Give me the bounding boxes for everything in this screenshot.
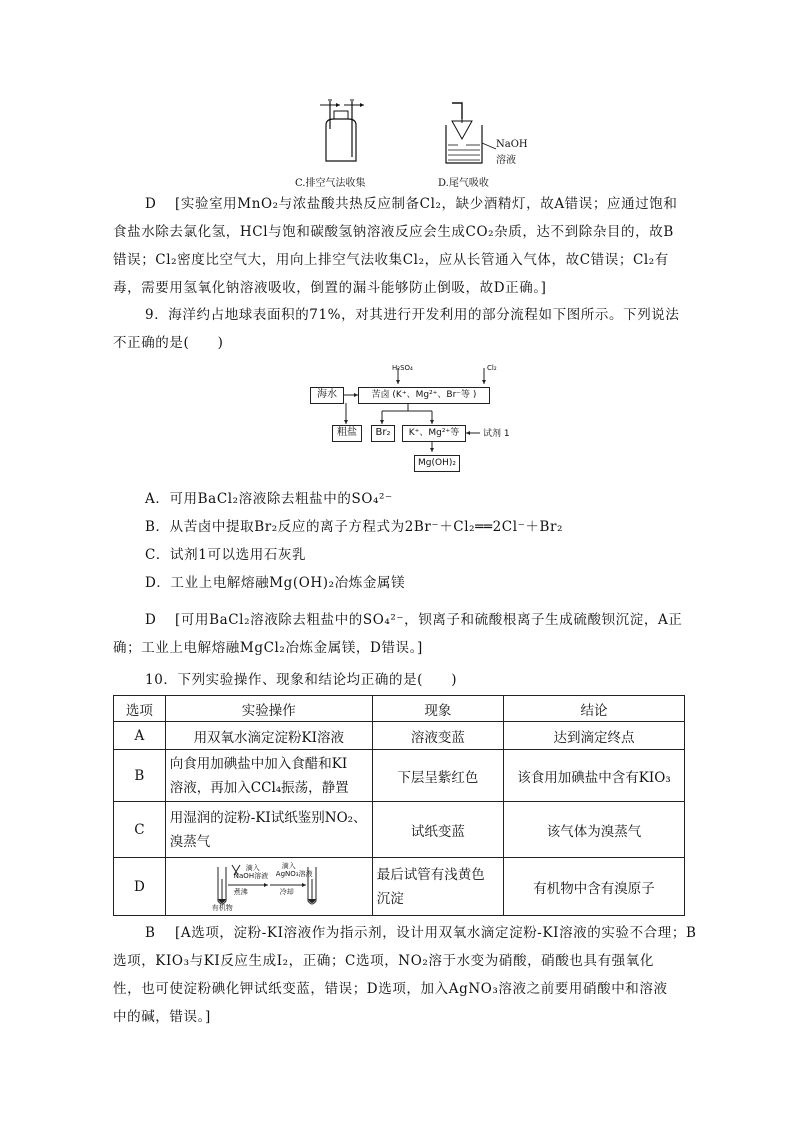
q9-option-c: C．试剂1可以选用石灰乳 bbox=[145, 547, 307, 563]
q9-options bbox=[145, 485, 705, 597]
header-option: 选项 bbox=[114, 696, 166, 722]
q10-answer bbox=[113, 919, 703, 1031]
row-d-conclusion: 有机物中含有溴原子 bbox=[503, 858, 684, 916]
table-row bbox=[114, 722, 685, 750]
row-a-option: A bbox=[114, 722, 166, 750]
row-c-phenomenon: 试纸变蓝 bbox=[372, 802, 503, 858]
q10-answer-letter: B bbox=[145, 925, 156, 941]
row-a-operation: 用双氧水滴定淀粉KI溶液 bbox=[165, 722, 372, 750]
flow-k-mg: K⁺、Mg²⁺等 bbox=[402, 425, 466, 442]
q9-option-d: D．工业上电解熔融Mg(OH)₂冶炼金属镁 bbox=[145, 575, 406, 591]
row-d-heat: 煮沸 bbox=[233, 888, 248, 896]
header-phenomenon: 现象 bbox=[372, 696, 503, 722]
flow-cl2: Cl₂ bbox=[487, 364, 497, 372]
q9-option-b: B．从苦卤中提取Br₂反应的离子方程式为2Br⁻＋Cl₂══2Cl⁻＋Br₂ bbox=[145, 519, 564, 535]
row-d-cool: 冷却 bbox=[279, 888, 294, 896]
q10-table bbox=[113, 695, 685, 916]
fig-d-caption: D.尾气吸收 bbox=[438, 178, 489, 189]
q8-answer-line4: 毒，需要用氢氧化钠溶液吸收，倒置的漏斗能够防止倒吸，故D正确。] bbox=[113, 280, 547, 296]
q8-answer-line2: 食盐水除去氯化氢，HCl与饱和碳酸氢钠溶液反应会生成CO₂杂质，达不到除杂目的，故B bbox=[113, 224, 674, 240]
row-b-conclusion: 该食用加碘盐中含有KIO₃ bbox=[503, 750, 684, 802]
row-d-organic: 有机物 bbox=[211, 904, 233, 912]
row-d-drop-naoh-1: 滴入 bbox=[245, 864, 260, 872]
q9-answer-line1: [可用BaCl₂溶液除去粗盐中的SO₄²⁻，钡离子和硫酸根离子生成硫酸钡沉淀，A正 bbox=[175, 612, 683, 628]
row-a-conclusion: 达到滴定终点 bbox=[503, 722, 684, 750]
row-c-operation-line2: 溴蒸气 bbox=[169, 833, 211, 850]
table-row bbox=[114, 750, 685, 802]
q9-stem bbox=[113, 301, 703, 357]
row-d-phenomenon-line2: 沉淀 bbox=[376, 890, 404, 907]
q8-answer bbox=[113, 190, 703, 302]
row-b-option: B bbox=[114, 750, 166, 802]
flow-crude-salt: 粗盐 bbox=[332, 425, 362, 442]
q9-option-a: A．可用BaCl₂溶液除去粗盐中的SO₄²⁻ bbox=[145, 491, 393, 507]
row-a-phenomenon: 溶液变蓝 bbox=[372, 722, 503, 750]
q9-answer-letter: D bbox=[145, 612, 157, 628]
table-header-row bbox=[114, 696, 685, 722]
row-c-operation bbox=[165, 802, 372, 858]
q9-answer bbox=[113, 606, 703, 662]
row-d-drop-agno3-2: AgNO₃溶液 bbox=[275, 870, 313, 878]
flow-reagent1: 试剂 1 bbox=[483, 429, 510, 439]
q10-stem: 10．下列实验操作、现象和结论均正确的是( ) bbox=[145, 672, 458, 688]
q8-answer-line1: [实验室用MnO₂与浓盐酸共热反应制备Cl₂，缺少酒精灯，故A错误；应通过饱和 bbox=[175, 196, 678, 212]
q10-answer-line1: [A选项，淀粉-KI溶液作为指示剂，设计用双氧水滴定淀粉-KI溶液的实验不合理；B bbox=[175, 925, 697, 941]
row-b-phenomenon: 下层呈紫红色 bbox=[372, 750, 503, 802]
q8-answer-letter: D bbox=[145, 196, 157, 212]
row-c-operation-line1: 用湿润的淀粉-KI试纸鉴别NO₂、 bbox=[169, 809, 367, 826]
row-d-operation bbox=[165, 858, 372, 916]
q9-stem-line2: 不正确的是( ) bbox=[113, 335, 224, 351]
q9-answer-line2: 确；工业上电解熔融MgCl₂冶炼金属镁，D错误。] bbox=[113, 640, 423, 656]
row-c-option: C bbox=[114, 802, 166, 858]
fig-d-label-naoh: NaOH bbox=[496, 139, 528, 150]
row-d-phenomenon-line1: 最后试管有浅黄色 bbox=[376, 866, 485, 883]
row-b-operation-line2: 溶液，再加入CCl₄振荡，静置 bbox=[169, 779, 349, 796]
q10-answer-line4: 中的碱，错误。] bbox=[113, 1009, 211, 1025]
flow-mgoh2: Mg(OH)₂ bbox=[414, 455, 460, 472]
q10-answer-line3: 性，也可使淀粉碘化钾试纸变蓝，错误；D选项，加入AgNO₃溶液之前要用硝酸中和溶液 bbox=[113, 981, 668, 997]
table-row bbox=[114, 858, 685, 916]
row-b-operation-line1: 向食用加碘盐中加入食醋和KI bbox=[169, 755, 348, 772]
fig-d-label-solution: 溶液 bbox=[496, 155, 516, 166]
row-d-apparatus-diagram bbox=[166, 859, 372, 915]
q9-stem-line1: 9．海洋约占地球表面积的71%，对其进行开发利用的部分流程如下图所示。下列说法 bbox=[145, 307, 680, 323]
flow-br2: Br₂ bbox=[371, 425, 395, 442]
q9-flow-arrows bbox=[300, 360, 520, 475]
row-d-drop-naoh-2: NaOH溶液 bbox=[233, 872, 269, 880]
row-d-phenomenon bbox=[372, 858, 503, 916]
fig-c-caption: C.排空气法收集 bbox=[295, 178, 366, 189]
row-c-conclusion: 该气体为溴蒸气 bbox=[503, 802, 684, 858]
row-d-option: D bbox=[114, 858, 166, 916]
q8-answer-line3: 错误；Cl₂密度比空气大，用向上排空气法收集Cl₂，应从长管通入气体，故C错误；Cl₂有 bbox=[113, 252, 669, 268]
header-operation: 实验操作 bbox=[165, 696, 372, 722]
flow-seawater: 海水 bbox=[310, 387, 344, 404]
row-d-drop-agno3-1: 滴入 bbox=[281, 862, 296, 870]
flow-h2so4: H₂SO₄ bbox=[392, 364, 413, 372]
table-row bbox=[114, 802, 685, 858]
row-b-operation bbox=[165, 750, 372, 802]
flow-bittern: 苦卤 (K⁺、Mg²⁺、Br⁻等 ) bbox=[358, 387, 490, 404]
header-conclusion: 结论 bbox=[503, 696, 684, 722]
q10-answer-line2: 选项，KIO₃与KI反应生成I₂，正确；C选项，NO₂溶于水变为硝酸，硝酸也具有强氧化 bbox=[113, 953, 654, 969]
